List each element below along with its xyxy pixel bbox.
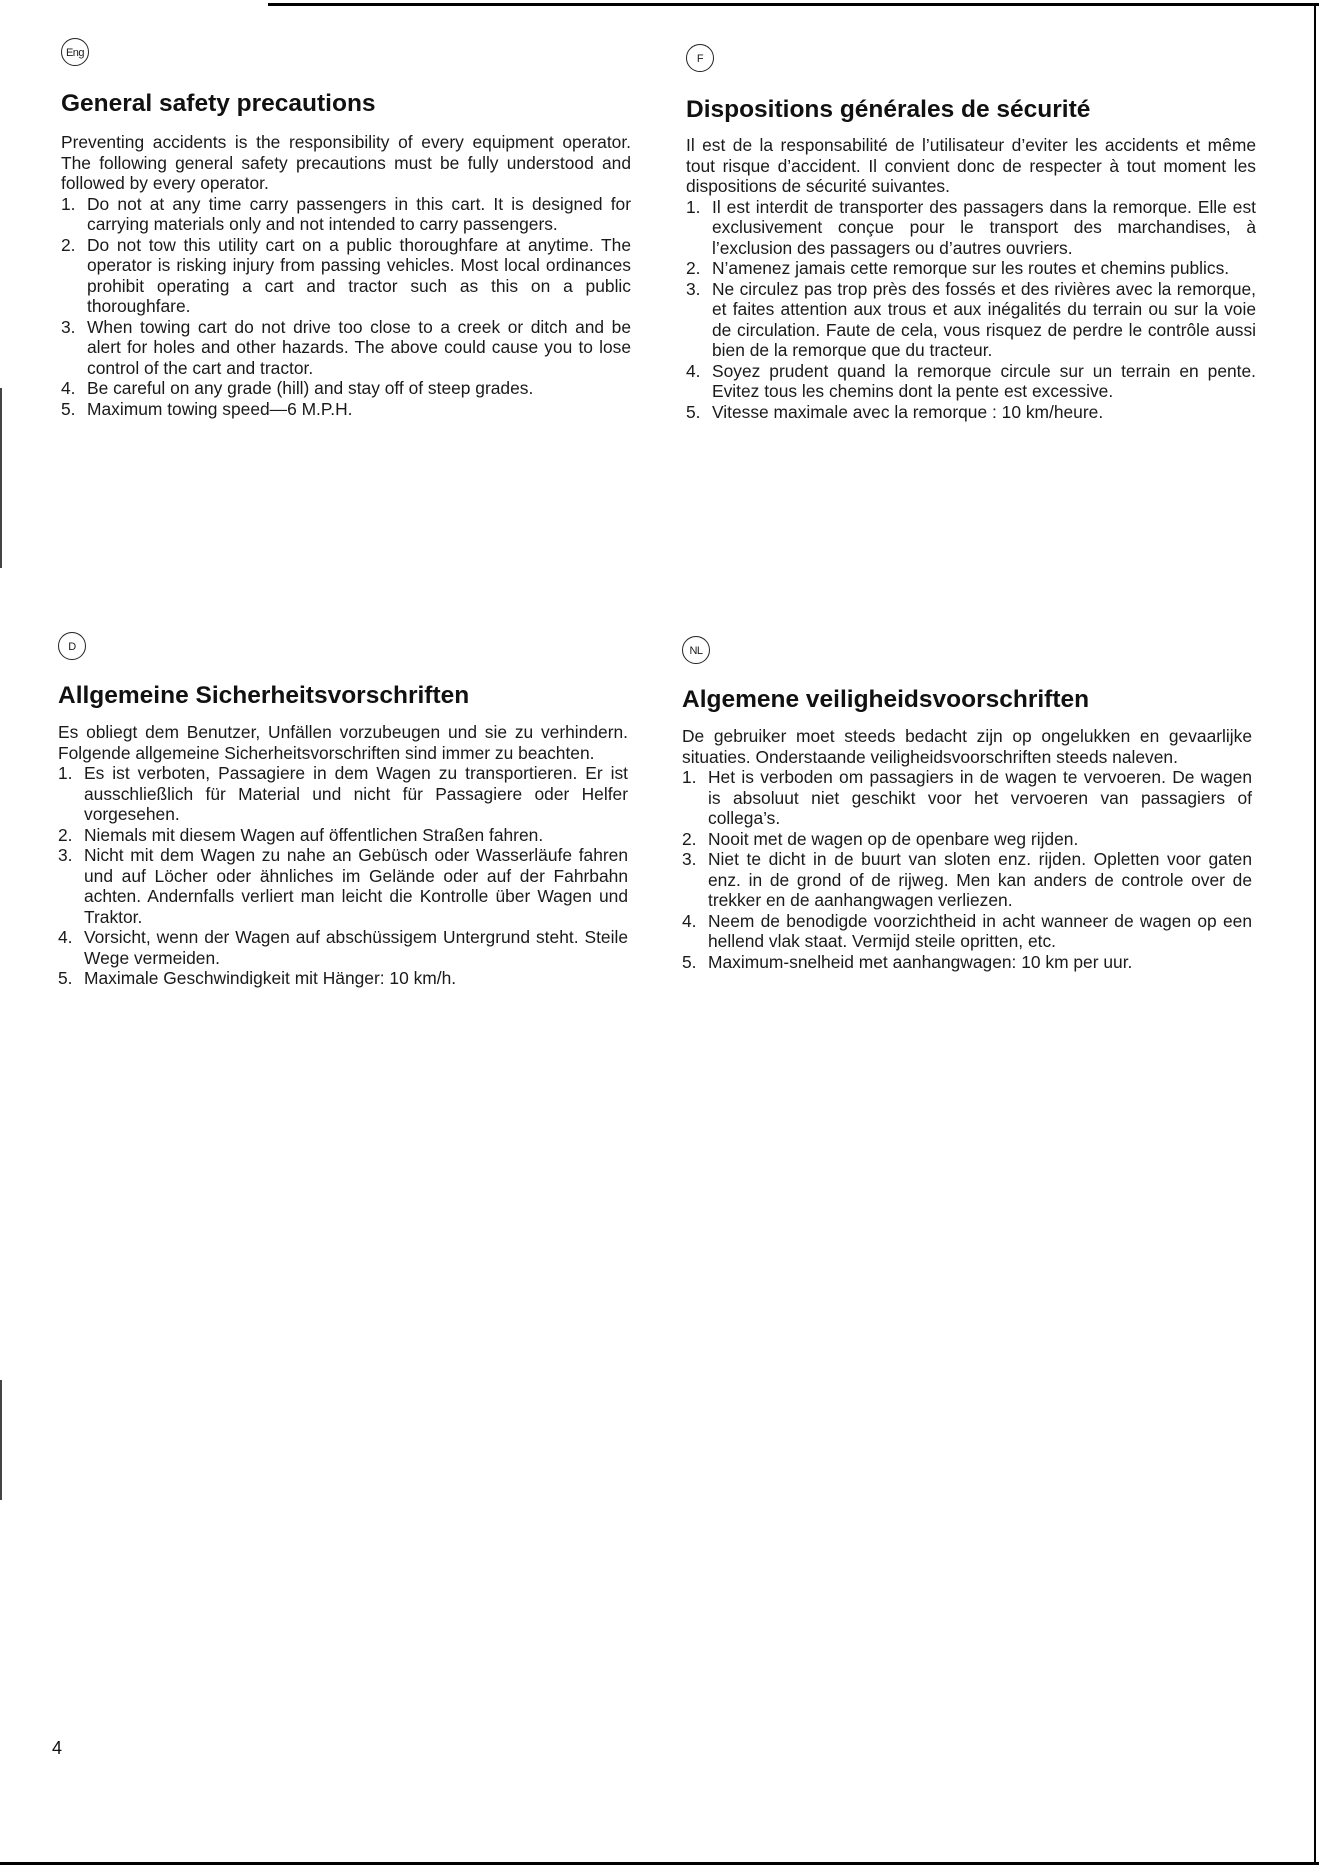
item-number: 2.	[686, 258, 701, 278]
list-item	[682, 829, 1252, 850]
page-number: 4	[52, 1738, 63, 1758]
list-item	[682, 849, 1252, 911]
list-item	[61, 378, 631, 399]
list-item	[61, 194, 631, 235]
item-number: 1.	[682, 767, 697, 787]
item-number: 2.	[61, 234, 76, 255]
language-badge-german: D	[58, 632, 86, 660]
list-item	[58, 927, 628, 968]
section-intro: Es obliegt dem Benutzer, Unfällen vorzubeugen und sie zu verhindern. Folgende allgemeine Sicherheitsvorschriften sind immer zu beachten.	[58, 722, 628, 763]
language-badge-english: Eng	[61, 38, 89, 66]
section-french	[686, 44, 1256, 422]
section-heading: Algemene veiligheidsvoorschriften	[682, 686, 1090, 713]
item-text: Maximale Geschwindigkeit mit Hänger: 10 km/h.	[84, 968, 457, 988]
precaution-list	[682, 767, 1252, 972]
item-text: Vorsicht, wenn der Wagen auf abschüssigem Untergrund steht. Steile Wege vermeiden.	[84, 927, 628, 968]
item-number: 5.	[686, 401, 701, 422]
list-item	[686, 361, 1256, 402]
item-text: Neem de benodigde voorzichtheid in acht wanneer de wagen op een hellend vlak staat. Vermijd steile opritten, etc.	[708, 910, 1252, 951]
language-badge-french: F	[686, 44, 714, 72]
item-number: 3.	[682, 849, 697, 869]
item-number: 3.	[58, 845, 73, 865]
item-text: When towing cart do not drive too close to a creek or ditch and be alert for holes and other hazards. The above could cause you to lose control of the cart and tractor.	[87, 316, 631, 378]
section-heading: Allgemeine Sicherheitsvorschriften	[58, 682, 470, 709]
section-english	[61, 38, 631, 419]
item-text: Be careful on any grade (hill) and stay off of steep grades.	[87, 378, 534, 398]
list-item	[58, 845, 628, 927]
list-item	[682, 911, 1252, 952]
item-number: 1.	[58, 763, 73, 783]
item-text: Soyez prudent quand la remorque circule sur un terrain en pente. Evitez tous les chemins dont la pente est excessive.	[712, 360, 1256, 401]
section-heading: Dispositions générales de sécurité	[686, 96, 1091, 123]
list-item	[58, 763, 628, 825]
language-badge-dutch: NL	[682, 636, 710, 664]
item-text: Do not tow this utility cart on a public thoroughfare at anytime. The operator is risking injury from passing vehicles. Most local ordinances prohibit operating a cart and tractor such as this on a public thoroughfare.	[87, 234, 631, 316]
item-number: 1.	[686, 196, 701, 217]
item-number: 5.	[61, 398, 76, 419]
section-dutch	[682, 636, 1252, 972]
item-text: Niemals mit diesem Wagen auf öffentlichen Straßen fahren.	[84, 824, 544, 845]
list-item	[61, 235, 631, 317]
item-text: Niet te dicht in de buurt van sloten enz. rijden. Opletten voor gaten enz. in de grond of de rijweg. Men kan anders de controle over de trekker en de aanhangwagen verliezen.	[708, 849, 1252, 910]
item-number: 2.	[682, 828, 697, 849]
list-item	[61, 317, 631, 379]
item-text: Vitesse maximale avec la remorque : 10 km/heure.	[712, 401, 1104, 422]
precaution-list	[686, 197, 1256, 423]
left-edge-mark	[0, 1380, 2, 1500]
list-item	[61, 399, 631, 420]
list-item	[58, 968, 628, 989]
item-number: 4.	[682, 910, 697, 931]
section-intro: Il est de la responsabilité de l’utilisateur d’eviter les accidents et même tout risque d’accident. Il convient donc de respecter à tout moment les dispositions de sécurité suivantes.	[686, 135, 1256, 196]
section-german	[58, 632, 628, 989]
list-item	[686, 258, 1256, 279]
list-item	[58, 825, 628, 846]
item-text: Nooit met de wagen op de openbare weg rijden.	[708, 828, 1079, 849]
list-item	[686, 279, 1256, 361]
top-rule	[268, 3, 1319, 6]
list-item	[686, 197, 1256, 259]
item-number: 1.	[61, 193, 76, 214]
item-text: Ne circulez pas trop près des fossés et des rivières avec la remorque, et faites attention aux trous et aux inégalités du terrain ou sur la voie de circulation. Faute de cela, vous risquez de perdre le contrôle aussi bien de la remorque que du tracteur.	[712, 278, 1256, 360]
item-number: 2.	[58, 824, 73, 845]
item-text: Maximum-snelheid met aanhangwagen: 10 km per uur.	[708, 951, 1133, 972]
item-text: Es ist verboten, Passagiere in dem Wagen zu transportieren. Er ist ausschließlich für Material und nicht für Passagiere oder Helfer vorgesehen.	[84, 763, 628, 824]
section-intro: Preventing accidents is the responsibility of every equipment operator. The following general safety precautions must be fully understood and followed by every operator.	[61, 132, 631, 193]
precaution-list	[61, 194, 631, 420]
bottom-rule	[0, 1862, 1319, 1865]
item-text: Maximum towing speed—6 M.P.H.	[87, 398, 353, 419]
item-text: Do not at any time carry passengers in this cart. It is designed for carrying materials only and not intended to carry passengers.	[87, 193, 631, 234]
item-number: 3.	[61, 316, 76, 337]
item-text: Il est interdit de transporter des passagers dans la remorque. Elle est exclusivement conçue pour le transport des marchandises, à l’exclusion des passagers ou d’autres ouvriers.	[712, 196, 1256, 258]
item-number: 4.	[686, 360, 701, 381]
left-edge-mark	[0, 388, 2, 568]
precaution-list	[58, 763, 628, 989]
item-text: Nicht mit dem Wagen zu nahe an Gebüsch oder Wasserläufe fahren und auf Löcher oder ähnliches im Gelände oder auf der Fahrbahn achten. Andernfalls verliert man leicht die Kontrolle über Wagen und Traktor.	[84, 845, 628, 927]
list-item	[686, 402, 1256, 423]
item-number: 4.	[58, 927, 73, 947]
item-number: 3.	[686, 278, 701, 299]
section-heading: General safety precautions	[61, 90, 376, 117]
right-edge-rule	[1314, 6, 1316, 1862]
item-number: 4.	[61, 378, 76, 398]
list-item	[682, 767, 1252, 829]
section-intro: De gebruiker moet steeds bedacht zijn op ongelukken en gevaarlijke situaties. Onderstaande veiligheidsvoorschriften steeds naleven.	[682, 726, 1252, 767]
item-text: N’amenez jamais cette remorque sur les routes et chemins publics.	[712, 258, 1230, 278]
list-item	[682, 952, 1252, 973]
item-text: Het is verboden om passagiers in de wagen te vervoeren. De wagen is absoluut niet geschikt voor het vervoeren van passagiers of collega’s.	[708, 767, 1252, 828]
item-number: 5.	[682, 951, 697, 972]
item-number: 5.	[58, 968, 73, 988]
